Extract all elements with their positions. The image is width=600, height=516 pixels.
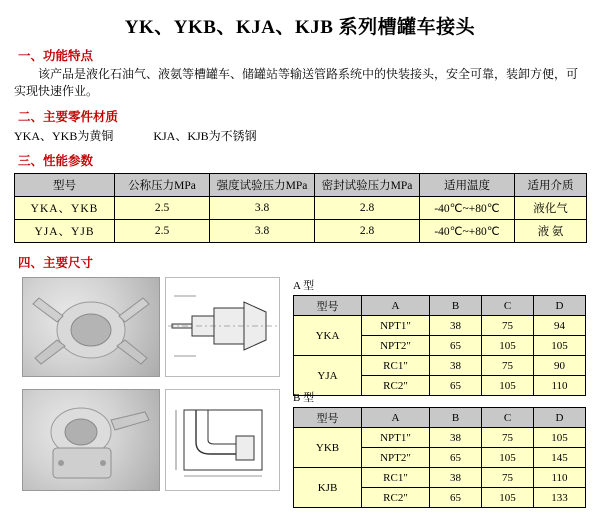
cell-d: 105 xyxy=(534,428,586,448)
cell-a: RC2" xyxy=(362,488,430,508)
cell-medium: 液 氨 xyxy=(515,220,587,243)
dimension-table-b xyxy=(293,407,586,508)
col-header-model: 型号 xyxy=(294,408,362,428)
cell-model: YKB xyxy=(294,428,362,468)
cell-b: 65 xyxy=(430,376,482,396)
dimension-table-a xyxy=(293,295,586,396)
cell-b: 65 xyxy=(430,448,482,468)
cell-model: YJA、YJB xyxy=(15,220,115,243)
col-header-c: C xyxy=(482,296,534,316)
cell-d: 110 xyxy=(534,376,586,396)
photo-content xyxy=(23,390,159,490)
cell-d: 94 xyxy=(534,316,586,336)
cell-medium: 液化气 xyxy=(515,197,587,220)
cell-b: 38 xyxy=(430,316,482,336)
page-title: YK、YKB、KJA、KJB 系列槽罐车接头 xyxy=(124,17,476,38)
dimension-table-a-wrap xyxy=(293,277,586,396)
cell-temperature: -40℃~+80℃ xyxy=(420,197,515,220)
table-row xyxy=(294,316,586,336)
cell-a: RC1" xyxy=(362,356,430,376)
col-header-medium: 适用介质 xyxy=(515,174,587,197)
cell-b: 65 xyxy=(430,336,482,356)
coupling-photo-b-art xyxy=(23,390,159,490)
col-header-nominal-pressure: 公称压力MPa xyxy=(115,174,210,197)
col-header-b: B xyxy=(430,296,482,316)
material-brass: YKA、YKB为黄铜 xyxy=(14,129,114,143)
col-header-a: A xyxy=(362,408,430,428)
cell-d: 105 xyxy=(534,336,586,356)
cell-c: 105 xyxy=(482,448,534,468)
col-header-b: B xyxy=(430,408,482,428)
cell-temperature: -40℃~+80℃ xyxy=(420,220,515,243)
cell-c: 75 xyxy=(482,428,534,448)
col-header-model: 型号 xyxy=(15,174,115,197)
table-row xyxy=(15,220,587,243)
section-2-heading: 二、主要零件材质 xyxy=(18,110,119,124)
cell-c: 75 xyxy=(482,468,534,488)
drawing-b-art xyxy=(166,390,279,490)
cell-d: 110 xyxy=(534,468,586,488)
table-row xyxy=(294,468,586,488)
cell-a: NPT1" xyxy=(362,316,430,336)
dimension-table-b-label: B 型 xyxy=(293,392,315,404)
cell-b: 65 xyxy=(430,488,482,508)
table-row xyxy=(15,197,587,220)
cell-c: 105 xyxy=(482,336,534,356)
dimension-table-a-label: A 型 xyxy=(293,280,315,292)
cell-seal-pressure: 2.8 xyxy=(315,220,420,243)
photo-coupling-type-a xyxy=(22,277,160,377)
coupling-photo-a-art xyxy=(23,278,159,376)
cell-b: 38 xyxy=(430,428,482,448)
cell-d: 133 xyxy=(534,488,586,508)
cell-c: 105 xyxy=(482,488,534,508)
section-1-heading: 一、功能特点 xyxy=(18,49,94,63)
performance-table-wrap xyxy=(14,173,586,243)
cell-a: RC2" xyxy=(362,376,430,396)
cell-d: 90 xyxy=(534,356,586,376)
cell-model: YJA xyxy=(294,356,362,396)
col-header-strength-pressure: 强度试验压力MPa xyxy=(210,174,315,197)
col-header-seal-pressure: 密封试验压力MPa xyxy=(315,174,420,197)
col-header-a: A xyxy=(362,296,430,316)
cell-a: RC1" xyxy=(362,468,430,488)
cell-a: NPT2" xyxy=(362,336,430,356)
performance-table xyxy=(14,173,587,243)
cell-model: YKA、YKB xyxy=(15,197,115,220)
cell-b: 38 xyxy=(430,356,482,376)
drawing-a-art xyxy=(166,278,279,376)
col-header-temperature: 适用温度 xyxy=(420,174,515,197)
cell-model: YKA xyxy=(294,316,362,356)
col-header-model: 型号 xyxy=(294,296,362,316)
material-line xyxy=(14,127,600,144)
material-stainless: KJA、KJB为不锈钢 xyxy=(153,129,257,143)
section-4-heading: 四、主要尺寸 xyxy=(18,256,94,270)
cell-c: 105 xyxy=(482,376,534,396)
line-drawing-type-b xyxy=(165,389,280,491)
table-row xyxy=(294,428,586,448)
dimension-table-b-wrap xyxy=(293,389,586,508)
col-header-d: D xyxy=(534,408,586,428)
cell-c: 75 xyxy=(482,316,534,336)
col-header-c: C xyxy=(482,408,534,428)
table-header-row xyxy=(294,296,586,316)
cell-strength-pressure: 3.8 xyxy=(210,197,315,220)
section-3-heading: 三、性能参数 xyxy=(18,154,94,168)
table-row xyxy=(294,356,586,376)
cell-seal-pressure: 2.8 xyxy=(315,197,420,220)
table-header-row xyxy=(15,174,587,197)
photo-coupling-type-b xyxy=(22,389,160,491)
cell-nominal-pressure: 2.5 xyxy=(115,197,210,220)
cell-nominal-pressure: 2.5 xyxy=(115,220,210,243)
cell-c: 75 xyxy=(482,356,534,376)
table-header-row xyxy=(294,408,586,428)
col-header-d: D xyxy=(534,296,586,316)
cell-strength-pressure: 3.8 xyxy=(210,220,315,243)
cell-b: 38 xyxy=(430,468,482,488)
cell-a: NPT2" xyxy=(362,448,430,468)
cell-a: NPT1" xyxy=(362,428,430,448)
section-1-text: 该产品是液化石油气、液氨等槽罐车、储罐站等输送管路系统中的快装接头，安全可靠，装卸方便，可实现快速作业。 xyxy=(14,67,579,98)
line-drawing-type-a xyxy=(165,277,280,377)
cell-model: KJB xyxy=(294,468,362,508)
cell-d: 145 xyxy=(534,448,586,468)
photo-content xyxy=(23,278,159,376)
